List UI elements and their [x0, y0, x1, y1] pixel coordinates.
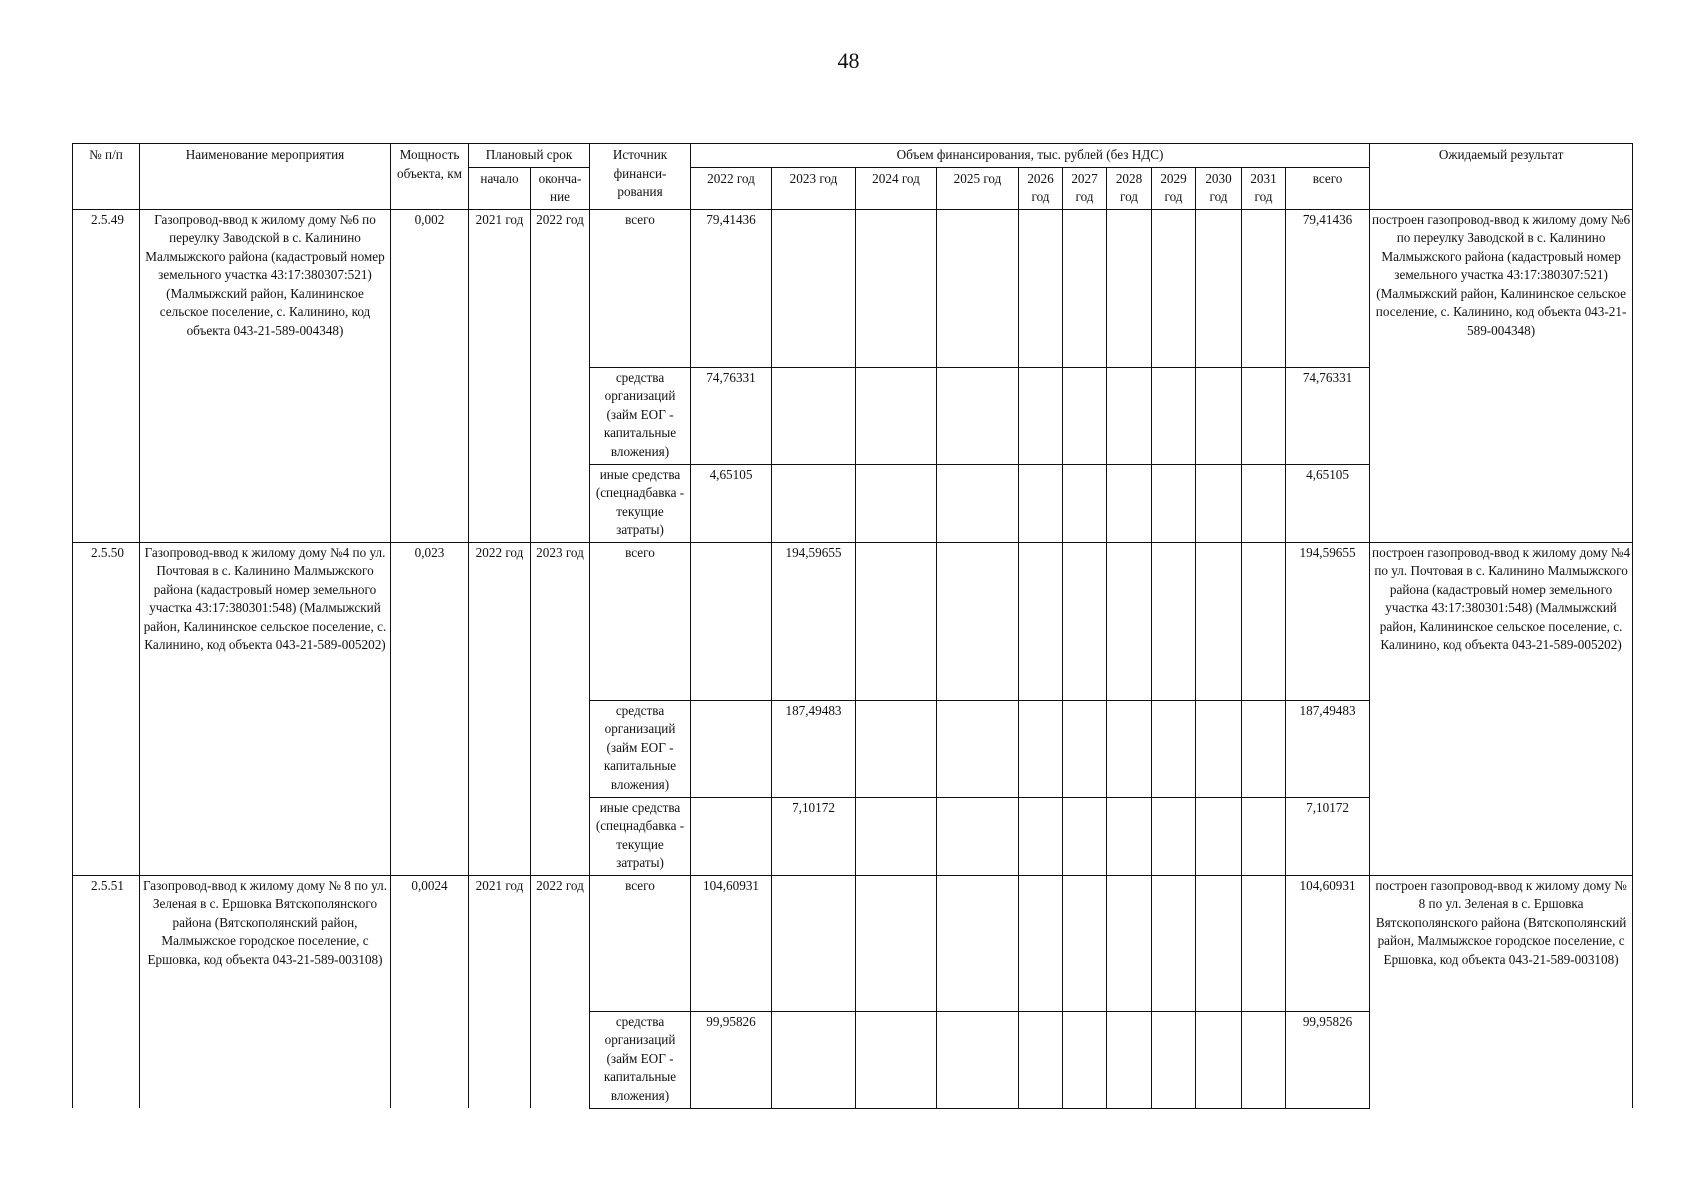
empty-cell — [1063, 464, 1107, 542]
empty-cell — [1063, 542, 1107, 700]
source-label: всего — [590, 542, 691, 700]
header-result: Ожидаемый результат — [1370, 144, 1633, 210]
value-2023: 7,10172 — [772, 797, 856, 875]
empty-cell — [856, 1011, 937, 1108]
empty-cell — [1152, 542, 1196, 700]
value-2022: 74,76331 — [691, 367, 772, 464]
empty-cell — [1196, 542, 1242, 700]
row-number: 2.5.51 — [73, 875, 140, 1108]
value-2023 — [772, 1011, 856, 1108]
header-name: Наименование мероприятия — [140, 144, 391, 210]
empty-cell — [937, 1011, 1019, 1108]
page-number: 48 — [837, 48, 860, 73]
empty-cell — [1063, 367, 1107, 464]
empty-cell — [1242, 1011, 1286, 1108]
value-total: 74,76331 — [1286, 367, 1370, 464]
value-2023: 194,59655 — [772, 542, 856, 700]
value-total: 7,10172 — [1286, 797, 1370, 875]
header-period: Плановый срок — [469, 144, 590, 168]
value-2023: 187,49483 — [772, 700, 856, 797]
table-row — [73, 542, 1633, 700]
empty-cell — [1196, 367, 1242, 464]
value-2023 — [772, 464, 856, 542]
start-year: 2021 год — [469, 875, 531, 1108]
header-source: Источник финанси-рования — [590, 144, 691, 210]
empty-cell — [856, 209, 937, 367]
row-number: 2.5.50 — [73, 542, 140, 875]
expected-result: построен газопровод-ввод к жилому дому №6 по переулку Заводской в с. Калинино Малмыжского района (кадастровый номер земельного участка 43:17:380307:521) (Малмыжский район, Калининское сельское поселение, с. Калинино, код объекта 043-21-589-004348) — [1370, 209, 1633, 542]
empty-cell — [1242, 464, 1286, 542]
end-year: 2022 год — [531, 209, 590, 542]
empty-cell — [856, 875, 937, 1011]
header-end: оконча-ние — [531, 167, 590, 209]
value-total: 79,41436 — [1286, 209, 1370, 367]
header-year: 2030 год — [1196, 167, 1242, 209]
empty-cell — [1196, 209, 1242, 367]
source-label: иные средства (спецнадбавка - текущие затраты) — [590, 464, 691, 542]
value-total: 194,59655 — [1286, 542, 1370, 700]
value-2022: 99,95826 — [691, 1011, 772, 1108]
value-2022: 79,41436 — [691, 209, 772, 367]
value-total: 104,60931 — [1286, 875, 1370, 1011]
empty-cell — [1107, 367, 1152, 464]
empty-cell — [1019, 367, 1063, 464]
empty-cell — [1063, 700, 1107, 797]
empty-cell — [1019, 1011, 1063, 1108]
empty-cell — [1107, 542, 1152, 700]
empty-cell — [937, 542, 1019, 700]
header-year: 2024 год — [856, 167, 937, 209]
empty-cell — [1019, 542, 1063, 700]
empty-cell — [937, 367, 1019, 464]
measure-name: Газопровод-ввод к жилому дому № 8 по ул. Зеленая в с. Ершовка Вятскополянского района (Вятскополянский район, Малмыжское городское поселение, с Ершовка, код объекта 043-21-589-003108) — [140, 875, 391, 1108]
value-total: 99,95826 — [1286, 1011, 1370, 1108]
empty-cell — [1242, 367, 1286, 464]
row-number: 2.5.49 — [73, 209, 140, 542]
source-label: иные средства (спецнадбавка - текущие затраты) — [590, 797, 691, 875]
empty-cell — [1242, 542, 1286, 700]
source-label: всего — [590, 875, 691, 1011]
empty-cell — [1242, 700, 1286, 797]
empty-cell — [1107, 1011, 1152, 1108]
value-2022 — [691, 797, 772, 875]
empty-cell — [1152, 367, 1196, 464]
capacity-value: 0,002 — [391, 209, 469, 542]
value-2022: 104,60931 — [691, 875, 772, 1011]
empty-cell — [1152, 464, 1196, 542]
value-total: 187,49483 — [1286, 700, 1370, 797]
empty-cell — [1107, 464, 1152, 542]
empty-cell — [1019, 209, 1063, 367]
header-funding: Объем финансирования, тыс. рублей (без НДС) — [691, 144, 1370, 168]
empty-cell — [1152, 700, 1196, 797]
header-year: 2025 год — [937, 167, 1019, 209]
capacity-value: 0,023 — [391, 542, 469, 875]
value-2022 — [691, 700, 772, 797]
end-year: 2022 год — [531, 875, 590, 1108]
empty-cell — [856, 464, 937, 542]
empty-cell — [1063, 1011, 1107, 1108]
source-label: средства организаций (займ ЕОГ - капитальные вложения) — [590, 367, 691, 464]
financing-table — [72, 143, 1633, 1109]
header-year: 2027 год — [1063, 167, 1107, 209]
empty-cell — [1152, 875, 1196, 1011]
header-year: 2026 год — [1019, 167, 1063, 209]
empty-cell — [1242, 797, 1286, 875]
source-label: всего — [590, 209, 691, 367]
empty-cell — [1196, 875, 1242, 1011]
header-row-1 — [73, 144, 1633, 168]
empty-cell — [1107, 797, 1152, 875]
header-num: № п/п — [73, 144, 140, 210]
empty-cell — [1063, 875, 1107, 1011]
empty-cell — [937, 464, 1019, 542]
source-label: средства организаций (займ ЕОГ - капитальные вложения) — [590, 700, 691, 797]
header-year: 2029 год — [1152, 167, 1196, 209]
empty-cell — [1107, 700, 1152, 797]
header-year: 2023 год — [772, 167, 856, 209]
empty-cell — [1107, 209, 1152, 367]
empty-cell — [1196, 797, 1242, 875]
expected-result: построен газопровод-ввод к жилому дому № 8 по ул. Зеленая в с. Ершовка Вятскополянского района (Вятскополянский район, Малмыжское городское поселение, с Ершовка, код объекта 043-21-589-003108) — [1370, 875, 1633, 1108]
source-label: средства организаций (займ ЕОГ - капитальные вложения) — [590, 1011, 691, 1108]
empty-cell — [1196, 464, 1242, 542]
empty-cell — [1019, 797, 1063, 875]
header-year: 2022 год — [691, 167, 772, 209]
start-year: 2021 год — [469, 209, 531, 542]
empty-cell — [1242, 209, 1286, 367]
measure-name: Газопровод-ввод к жилому дому №4 по ул. Почтовая в с. Калинино Малмыжского района (кадастровый номер земельного участка 43:17:380301:548) (Малмыжский район, Калининское сельское поселение, с. Калинино, код объекта 043-21-589-005202) — [140, 542, 391, 875]
empty-cell — [1063, 209, 1107, 367]
empty-cell — [1019, 464, 1063, 542]
empty-cell — [1063, 797, 1107, 875]
empty-cell — [1107, 875, 1152, 1011]
empty-cell — [937, 875, 1019, 1011]
table-row — [73, 209, 1633, 367]
header-year: 2028 год — [1107, 167, 1152, 209]
value-2022: 4,65105 — [691, 464, 772, 542]
start-year: 2022 год — [469, 542, 531, 875]
empty-cell — [856, 542, 937, 700]
header-total: всего — [1286, 167, 1370, 209]
empty-cell — [1019, 875, 1063, 1011]
end-year: 2023 год — [531, 542, 590, 875]
measure-name: Газопровод-ввод к жилому дому №6 по переулку Заводской в с. Калинино Малмыжского района (кадастровый номер земельного участка 43:17:380307:521) (Малмыжский район, Калининское сельское поселение, с. Калинино, код объекта 043-21-589-004348) — [140, 209, 391, 542]
capacity-value: 0,0024 — [391, 875, 469, 1108]
value-2023 — [772, 875, 856, 1011]
empty-cell — [1196, 1011, 1242, 1108]
empty-cell — [856, 367, 937, 464]
empty-cell — [856, 797, 937, 875]
value-2022 — [691, 542, 772, 700]
value-2023 — [772, 209, 856, 367]
empty-cell — [1152, 797, 1196, 875]
expected-result: построен газопровод-ввод к жилому дому №4 по ул. Почтовая в с. Калинино Малмыжского района (кадастровый номер земельного участка 43:17:380301:548) (Малмыжский район, Калининское сельское поселение, с. Калинино, код объекта 043-21-589-005202) — [1370, 542, 1633, 875]
empty-cell — [937, 797, 1019, 875]
empty-cell — [1152, 1011, 1196, 1108]
header-start: начало — [469, 167, 531, 209]
empty-cell — [1196, 700, 1242, 797]
empty-cell — [856, 700, 937, 797]
value-total: 4,65105 — [1286, 464, 1370, 542]
empty-cell — [1019, 700, 1063, 797]
header-capacity: Мощность объекта, км — [391, 144, 469, 210]
table-row — [73, 875, 1633, 1011]
empty-cell — [1242, 875, 1286, 1011]
value-2023 — [772, 367, 856, 464]
empty-cell — [937, 700, 1019, 797]
empty-cell — [937, 209, 1019, 367]
empty-cell — [1152, 209, 1196, 367]
header-year: 2031 год — [1242, 167, 1286, 209]
